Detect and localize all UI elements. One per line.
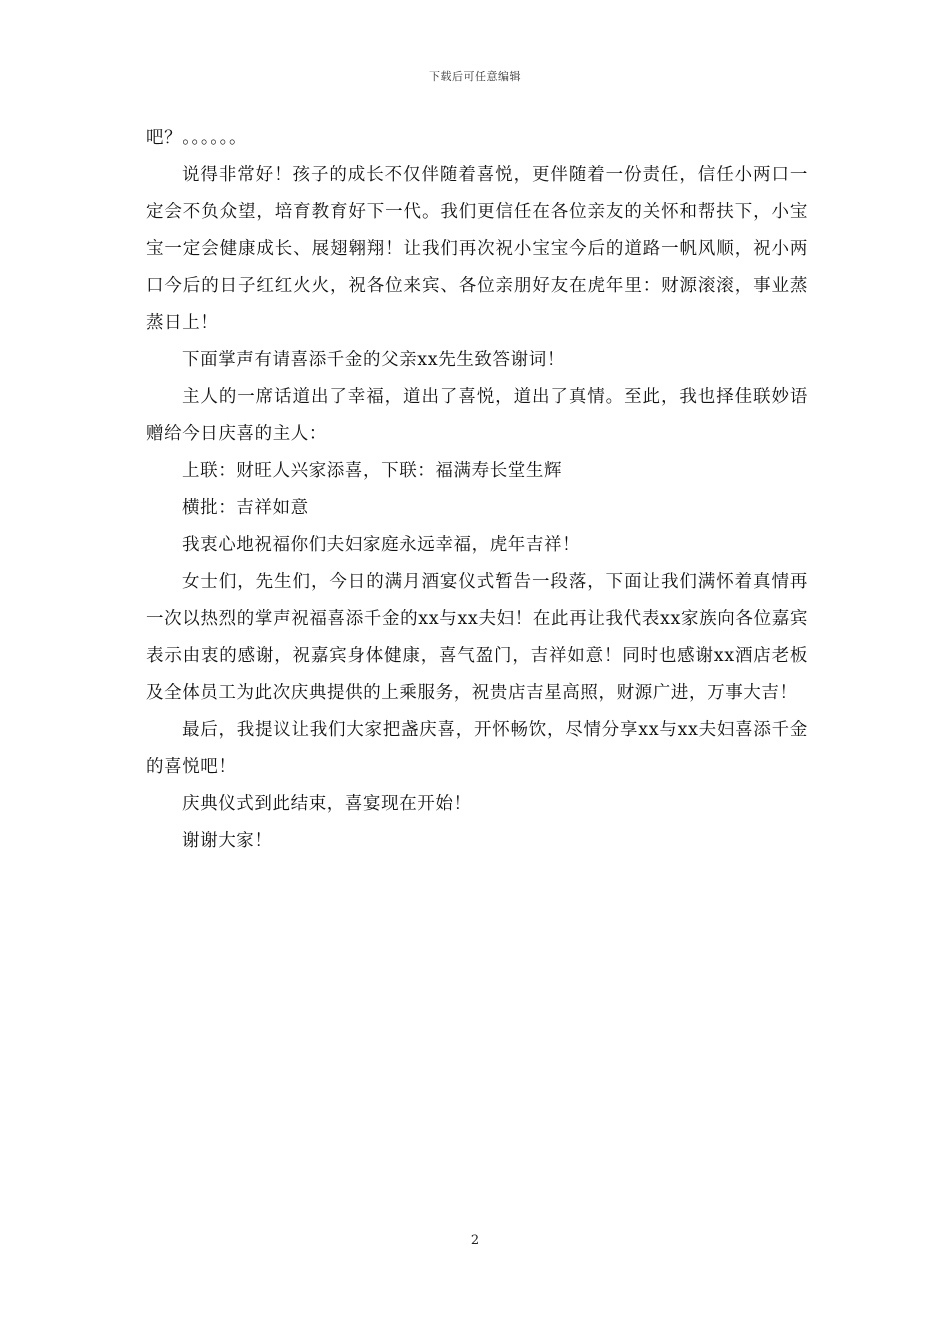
paragraph-blessing: 我衷心地祝福你们夫妇家庭永远幸福，虎年吉祥！	[182, 535, 581, 555]
document-body	[146, 120, 808, 860]
paragraph-ceremony-close: 女士们，先生们，今日的满月酒宴仪式暂告一段落，下面让我们满怀着真情再一次以热烈的掌声祝福喜添千金的xx与xx夫妇！在此再让我代表xx家族向各位嘉宾表示由衷的感谢，祝嘉宾身体健康，喜气盈门，吉祥如意！同时也感谢xx酒店老板及全体员工为此次庆典提供的上乘服务，祝贵店吉星高照，财源广进，万事大吉！	[146, 572, 808, 703]
paragraph-host-words: 主人的一席话道出了幸福，道出了喜悦，道出了真情。至此，我也择佳联妙语赠给今日庆喜的主人：	[146, 387, 808, 444]
paragraph-praise: 说得非常好！孩子的成长不仅伴随着喜悦，更伴随着一份责任，信任小两口一定会不负众望，培育教育好下一代。我们更信任在各位亲友的关怀和帮扶下，小宝宝一定会健康成长、展翅翱翔！让我们再次祝小宝宝今后的道路一帆风顺，祝小两口今后的日子红红火火，祝各位来宾、各位亲朋好友在虎年里：财源滚滚，事业蒸蒸日上！	[146, 165, 808, 333]
paragraph-banquet-start: 庆典仪式到此结束，喜宴现在开始！	[182, 794, 472, 814]
paragraph-toast: 最后，我提议让我们大家把盏庆喜，开怀畅饮，尽情分享xx与xx夫妇喜添千金的喜悦吧！	[146, 720, 808, 777]
header-note: 下载后可任意编辑	[429, 70, 521, 83]
paragraph-father-invite: 下面掌声有请喜添千金的父亲xx先生致答谢词！	[182, 350, 565, 370]
page-number: 2	[470, 1233, 480, 1248]
paragraph-couplet: 上联：财旺人兴家添喜，下联：福满寿长堂生辉	[182, 461, 563, 481]
paragraph-continuation: 吧？。。。。。。	[146, 128, 248, 148]
paragraph-thanks: 谢谢大家！	[182, 831, 273, 851]
paragraph-horizontal-scroll: 横批：吉祥如意	[182, 498, 309, 518]
